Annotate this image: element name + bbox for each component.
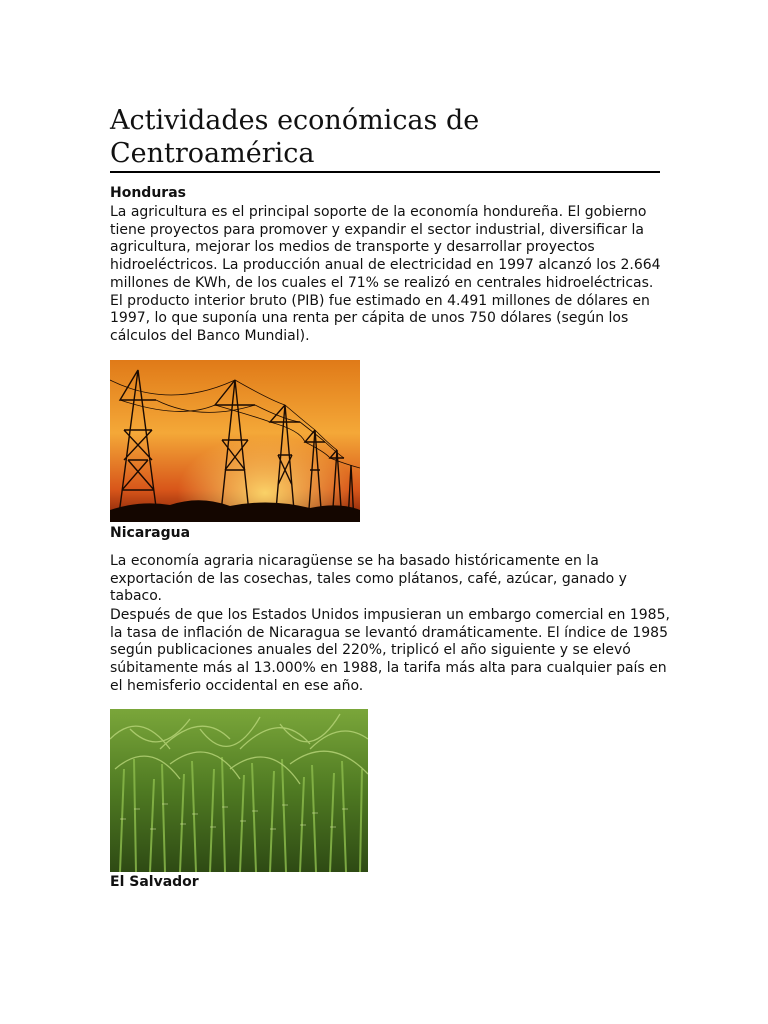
section-heading-nicaragua: Nicaragua	[110, 525, 191, 541]
paragraph-nicaragua-2: Después de que los Estados Unidos impusieran un embargo comercial en 1985, la tasa de inflación de Nicaragua se levantó dramáticamente. El índice de 1985 según publicaciones anuales del 220%, triplicó el año siguiente y se elevó súbitamente más al 13.000% en 1988, la tarifa más alta para cualquier país en el hemisferio occidental en ese año.	[110, 607, 670, 694]
paragraph-nicaragua-1: La economía agraria nicaragüense se ha basado históricamente en la exportación de las cosechas, tales como plátanos, café, azúcar, ganado y tabaco.	[110, 553, 627, 605]
paragraph-honduras: La agricultura es el principal soporte de la economía hondureña. El gobierno tiene proyectos para promover y expandir el sector industrial, diversificar la agricultura, mejorar los medios de transporte y desarrollar proyectos hidroeléctricos. La producción anual de electricidad en 1997 alcanzó los 2.664 millones de KWh, de los cuales el 71% se realizó en centrales hidroeléctricas. El producto interior bruto (PIB) fue estimado en 4.491 millones de dólares en 1997, lo que suponía una renta per cápita de unos 750 dólares (según los cálculos del Banco Mundial).	[110, 204, 661, 344]
section-heading-honduras: Honduras	[110, 185, 186, 201]
section-heading-el-salvador: El Salvador	[110, 874, 199, 890]
power-lines-image	[110, 360, 360, 522]
page-title: Actividades económicas de Centroamérica	[110, 104, 660, 173]
sugarcane-image	[110, 709, 368, 872]
